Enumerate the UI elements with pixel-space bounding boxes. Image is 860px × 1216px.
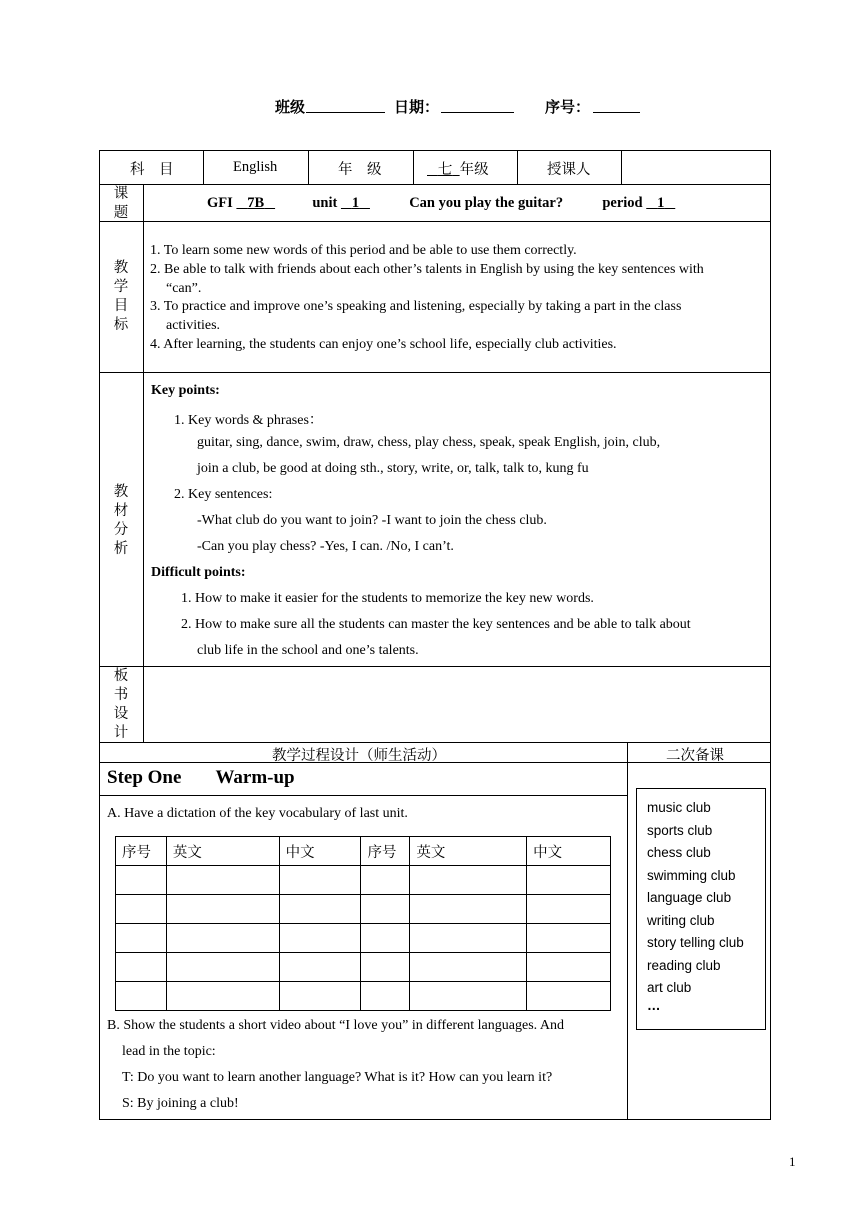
vocab-header: 序号 — [116, 837, 167, 866]
b-line1: B. Show the students a short video about “I love you” in different languages. And — [107, 1018, 564, 1033]
unit-value: 1 — [351, 195, 360, 211]
step-heading — [107, 767, 295, 789]
club-item: sports club — [647, 822, 713, 838]
grade-label: 年 级 — [338, 162, 382, 178]
board-label: 板 书 设 计 — [113, 668, 129, 741]
objective-4: 4. After learning, the students can enjoy one’s school life, especially club activities. — [150, 337, 617, 352]
kp1-line2: join a club, be good at doing sth., story, write, or, talk, talk to, kung fu — [197, 461, 589, 476]
vocab-row — [116, 953, 611, 982]
kp2-line1: -What club do you want to join? -I want to join the chess club. — [197, 513, 547, 528]
date-label: 日期： — [394, 100, 440, 116]
dictation-text: A. Have a dictation of the key vocabulary of last unit. — [107, 806, 408, 821]
kp1-title: 1. Key words & phrases： — [174, 413, 323, 428]
vocab-row — [116, 866, 611, 895]
club-notes-box — [636, 788, 766, 1030]
objective-3-cont: activities. — [166, 318, 221, 333]
vocab-header: 英文 — [410, 837, 527, 866]
vocab-header: 中文 — [527, 837, 611, 866]
club-item: writing club — [647, 912, 715, 928]
club-item: chess club — [647, 845, 711, 860]
vocab-header: 序号 — [361, 837, 410, 866]
dp2-line1: 2. How to make sure all the students can master the key sentences and be able to talk about — [181, 617, 691, 632]
kp1-line1: guitar, sing, dance, swim, draw, chess, play chess, speak, speak English, join, club, — [197, 435, 661, 450]
class-label: 班级 — [275, 100, 306, 116]
club-ellipsis: … — [647, 997, 661, 1013]
topic-label: 课 题 — [113, 186, 129, 221]
club-item: reading club — [647, 957, 721, 973]
page-number: 1 — [789, 1154, 796, 1169]
dp2-line2: club life in the school and one’s talents. — [197, 643, 419, 658]
dp1: 1. How to make it easier for the students to memorize the key new words. — [181, 591, 594, 606]
vocab-row — [116, 924, 611, 953]
kp2-title: 2. Key sentences: — [174, 487, 273, 502]
secondary-header: 二次备课 — [666, 748, 724, 764]
gfi-label: GFI — [207, 195, 233, 211]
unit-label: unit — [312, 195, 338, 211]
step-name: Warm-up — [215, 767, 295, 788]
period-label: period — [602, 195, 643, 211]
topic-line — [207, 195, 675, 212]
subject-label: 科 目 — [130, 162, 174, 178]
topic-title: Can you play the guitar? — [409, 195, 564, 211]
b-line3: T: Do you want to learn another language? What is it? How can you learn it? — [122, 1070, 553, 1085]
serial-label: 序号： — [545, 100, 591, 116]
vocab-header: 中文 — [279, 837, 361, 866]
vocab-row — [116, 895, 611, 924]
teacher-label: 授课人 — [547, 162, 591, 178]
process-header: 教学过程设计（师生活动） — [272, 748, 446, 764]
club-item: language club — [647, 890, 732, 905]
club-item: music club — [647, 800, 711, 815]
period-value: 1 — [657, 195, 665, 211]
objectives-label: 教 学 目 标 — [113, 260, 129, 333]
vocab-header: 英文 — [166, 837, 279, 866]
objective-3: 3. To practice and improve one’s speaking and listening, especially by taking a part in the class — [150, 299, 682, 314]
step-title: Step One — [107, 767, 182, 788]
club-item: story telling club — [647, 935, 744, 950]
objective-2-cont: “can”. — [166, 281, 202, 296]
analysis-label: 教 材 分 析 — [113, 484, 129, 557]
header-line — [0, 96, 860, 118]
kp2-line2: -Can you play chess? -Yes, I can. /No, I can’t. — [197, 539, 454, 554]
club-item: swimming club — [647, 867, 736, 883]
class-blank — [306, 98, 385, 113]
objective-2: 2. Be able to talk with friends about each other’s talents in English by using the key sentences with — [150, 262, 704, 277]
objective-1: 1. To learn some new words of this period and be able to use them correctly. — [150, 243, 577, 258]
b-line4: S: By joining a club! — [122, 1096, 239, 1111]
vocab-row — [116, 982, 611, 1011]
vocab-header-row — [116, 837, 611, 866]
serial-blank — [593, 98, 640, 113]
club-item: art club — [647, 980, 692, 995]
difficult-title: Difficult points: — [151, 565, 246, 580]
gfi-value: 7B — [247, 195, 265, 211]
key-points-title: Key points: — [151, 383, 220, 398]
subject-value: English — [233, 159, 278, 175]
grade-value: 七 年级 — [437, 162, 489, 178]
vocab-table — [115, 836, 611, 1011]
b-line2: lead in the topic: — [122, 1044, 216, 1059]
date-blank — [441, 98, 514, 113]
